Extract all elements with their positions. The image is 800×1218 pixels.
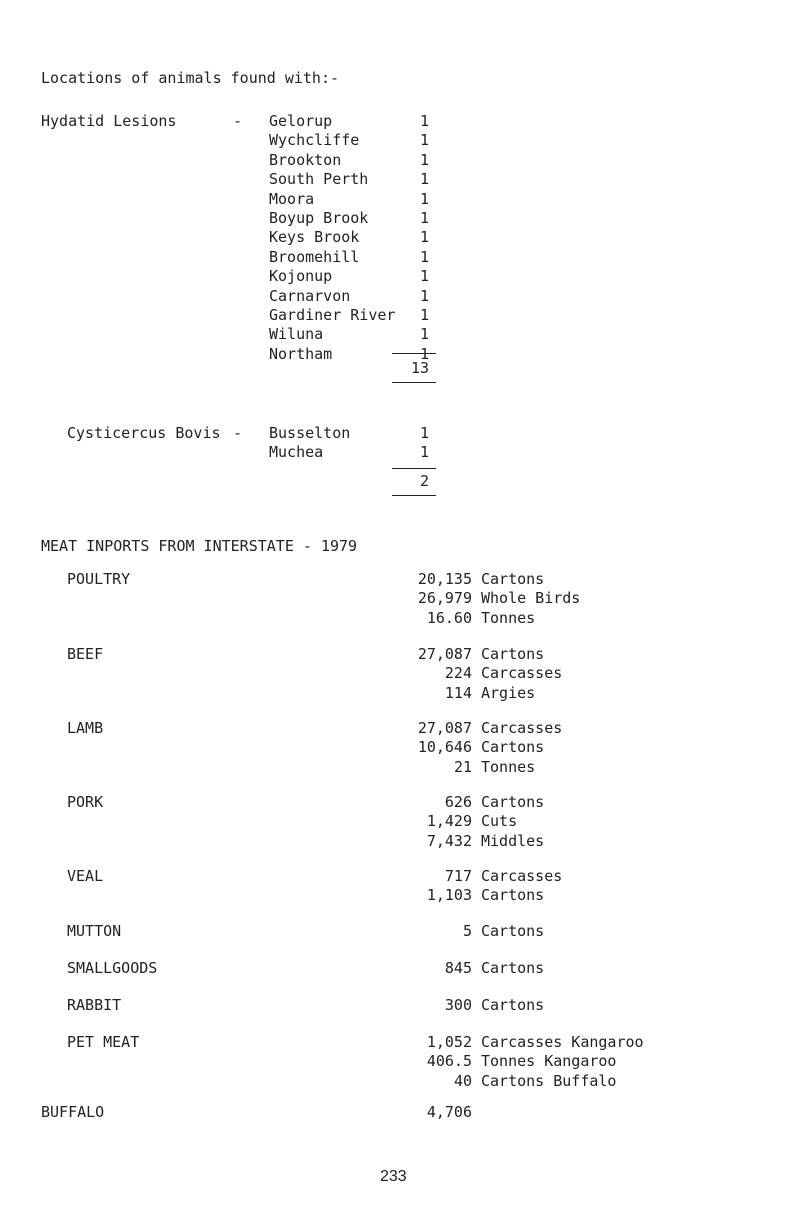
import-unit: Cartons xyxy=(481,570,545,588)
location-count: 1 xyxy=(419,150,429,169)
import-category: RABBIT xyxy=(67,996,122,1014)
import-category: BEEF xyxy=(67,645,104,663)
location-count: 1 xyxy=(419,247,429,266)
location-count: 1 xyxy=(419,189,429,208)
import-unit: Carcasses xyxy=(481,719,563,737)
hydatid-rule-top xyxy=(392,353,436,354)
location-name: Boyup Brook xyxy=(269,209,369,227)
location-name: Gardiner River xyxy=(269,306,396,324)
hydatid-rule-bottom xyxy=(392,382,436,383)
import-unit: Tonnes xyxy=(481,757,536,776)
import-quantity: 224 xyxy=(444,664,472,683)
import-quantity: 20,135 xyxy=(417,570,472,588)
location-count: 1 xyxy=(419,170,429,189)
location-count: 1 xyxy=(419,131,429,150)
import-unit: Cuts xyxy=(481,812,518,831)
import-quantity: 4,706 xyxy=(426,1103,472,1121)
location-count: 1 xyxy=(419,443,429,462)
import-quantity: 21 xyxy=(453,757,472,776)
import-unit: Carcasses Kangaroo xyxy=(481,1033,644,1051)
import-quantity: 114 xyxy=(444,683,472,702)
import-quantity: 5 xyxy=(462,922,472,940)
import-unit: Carcasses xyxy=(481,664,563,683)
location-name: Moora xyxy=(269,189,315,208)
cysticercus-label: Cysticercus Bovis xyxy=(67,424,221,442)
cysticercus-total: 2 xyxy=(419,472,429,490)
hydatid-label: Hydatid Lesions xyxy=(41,112,177,130)
location-name: Muchea xyxy=(269,443,324,462)
import-category: SMALLGOODS xyxy=(67,959,158,977)
import-category: LAMB xyxy=(67,719,104,737)
location-count: 1 xyxy=(419,112,429,130)
import-unit: Argies xyxy=(481,683,536,702)
page-number: 233 xyxy=(380,1168,407,1185)
import-quantity: 1,103 xyxy=(426,886,472,905)
location-name: Broomehill xyxy=(269,247,360,266)
import-quantity: 300 xyxy=(444,996,472,1014)
location-count: 1 xyxy=(419,228,429,247)
cysticercus-dash: - xyxy=(233,424,243,442)
import-quantity: 626 xyxy=(444,793,472,811)
import-quantity: 406.5 xyxy=(426,1052,472,1071)
location-count: 1 xyxy=(419,209,429,227)
import-unit: Whole Birds xyxy=(481,589,581,608)
location-count: 1 xyxy=(419,325,429,344)
import-unit: Carcasses xyxy=(481,867,563,885)
location-count: 1 xyxy=(419,286,429,305)
import-category: PORK xyxy=(67,793,104,811)
page-heading: Locations of animals found with:- xyxy=(41,69,340,87)
location-name: Wychcliffe xyxy=(269,131,360,150)
location-name: South Perth xyxy=(269,170,369,189)
import-quantity: 717 xyxy=(444,867,472,885)
import-category: VEAL xyxy=(67,867,104,885)
import-quantity: 27,087 xyxy=(417,645,472,663)
import-unit: Cartons xyxy=(481,738,545,757)
import-unit: Cartons xyxy=(481,996,545,1014)
import-category: PET MEAT xyxy=(67,1033,140,1051)
import-unit: Cartons xyxy=(481,959,545,977)
location-name: Kojonup xyxy=(269,267,333,286)
import-quantity: 1,429 xyxy=(426,812,472,831)
import-unit: Cartons xyxy=(481,922,545,940)
import-category: BUFFALO xyxy=(41,1103,105,1121)
location-count: 1 xyxy=(419,344,429,363)
location-name: Gelorup xyxy=(269,112,333,130)
location-name: Brookton xyxy=(269,150,342,169)
location-count: 1 xyxy=(419,306,429,324)
import-quantity: 1,052 xyxy=(426,1033,472,1051)
imports-title: MEAT INPORTS FROM INTERSTATE - 1979 xyxy=(41,537,358,555)
import-category: MUTTON xyxy=(67,922,122,940)
import-quantity: 7,432 xyxy=(426,831,472,850)
cysticercus-rule-top xyxy=(392,468,436,469)
location-name: Northam xyxy=(269,344,333,363)
import-unit: Middles xyxy=(481,831,545,850)
cysticercus-rule-bottom xyxy=(392,495,436,496)
location-count: 1 xyxy=(419,267,429,286)
import-quantity: 26,979 xyxy=(417,589,472,608)
location-name: Wiluna xyxy=(269,325,324,344)
location-count: 1 xyxy=(419,424,429,442)
import-quantity: 27,087 xyxy=(417,719,472,737)
location-name: Busselton xyxy=(269,424,351,442)
location-name: Keys Brook xyxy=(269,228,360,247)
import-unit: Tonnes Kangaroo xyxy=(481,1052,617,1071)
hydatid-total: 13 xyxy=(410,359,429,377)
hydatid-dash: - xyxy=(233,112,243,130)
import-unit: Cartons xyxy=(481,645,545,663)
location-name: Carnarvon xyxy=(269,286,351,305)
import-category: POULTRY xyxy=(67,570,131,588)
import-quantity: 16.60 xyxy=(426,608,472,627)
import-quantity: 40 xyxy=(453,1071,472,1090)
import-unit: Cartons xyxy=(481,886,545,905)
import-quantity: 10,646 xyxy=(417,738,472,757)
import-unit: Cartons Buffalo xyxy=(481,1071,617,1090)
import-unit: Cartons xyxy=(481,793,545,811)
import-unit: Tonnes xyxy=(481,608,536,627)
import-quantity: 845 xyxy=(444,959,472,977)
